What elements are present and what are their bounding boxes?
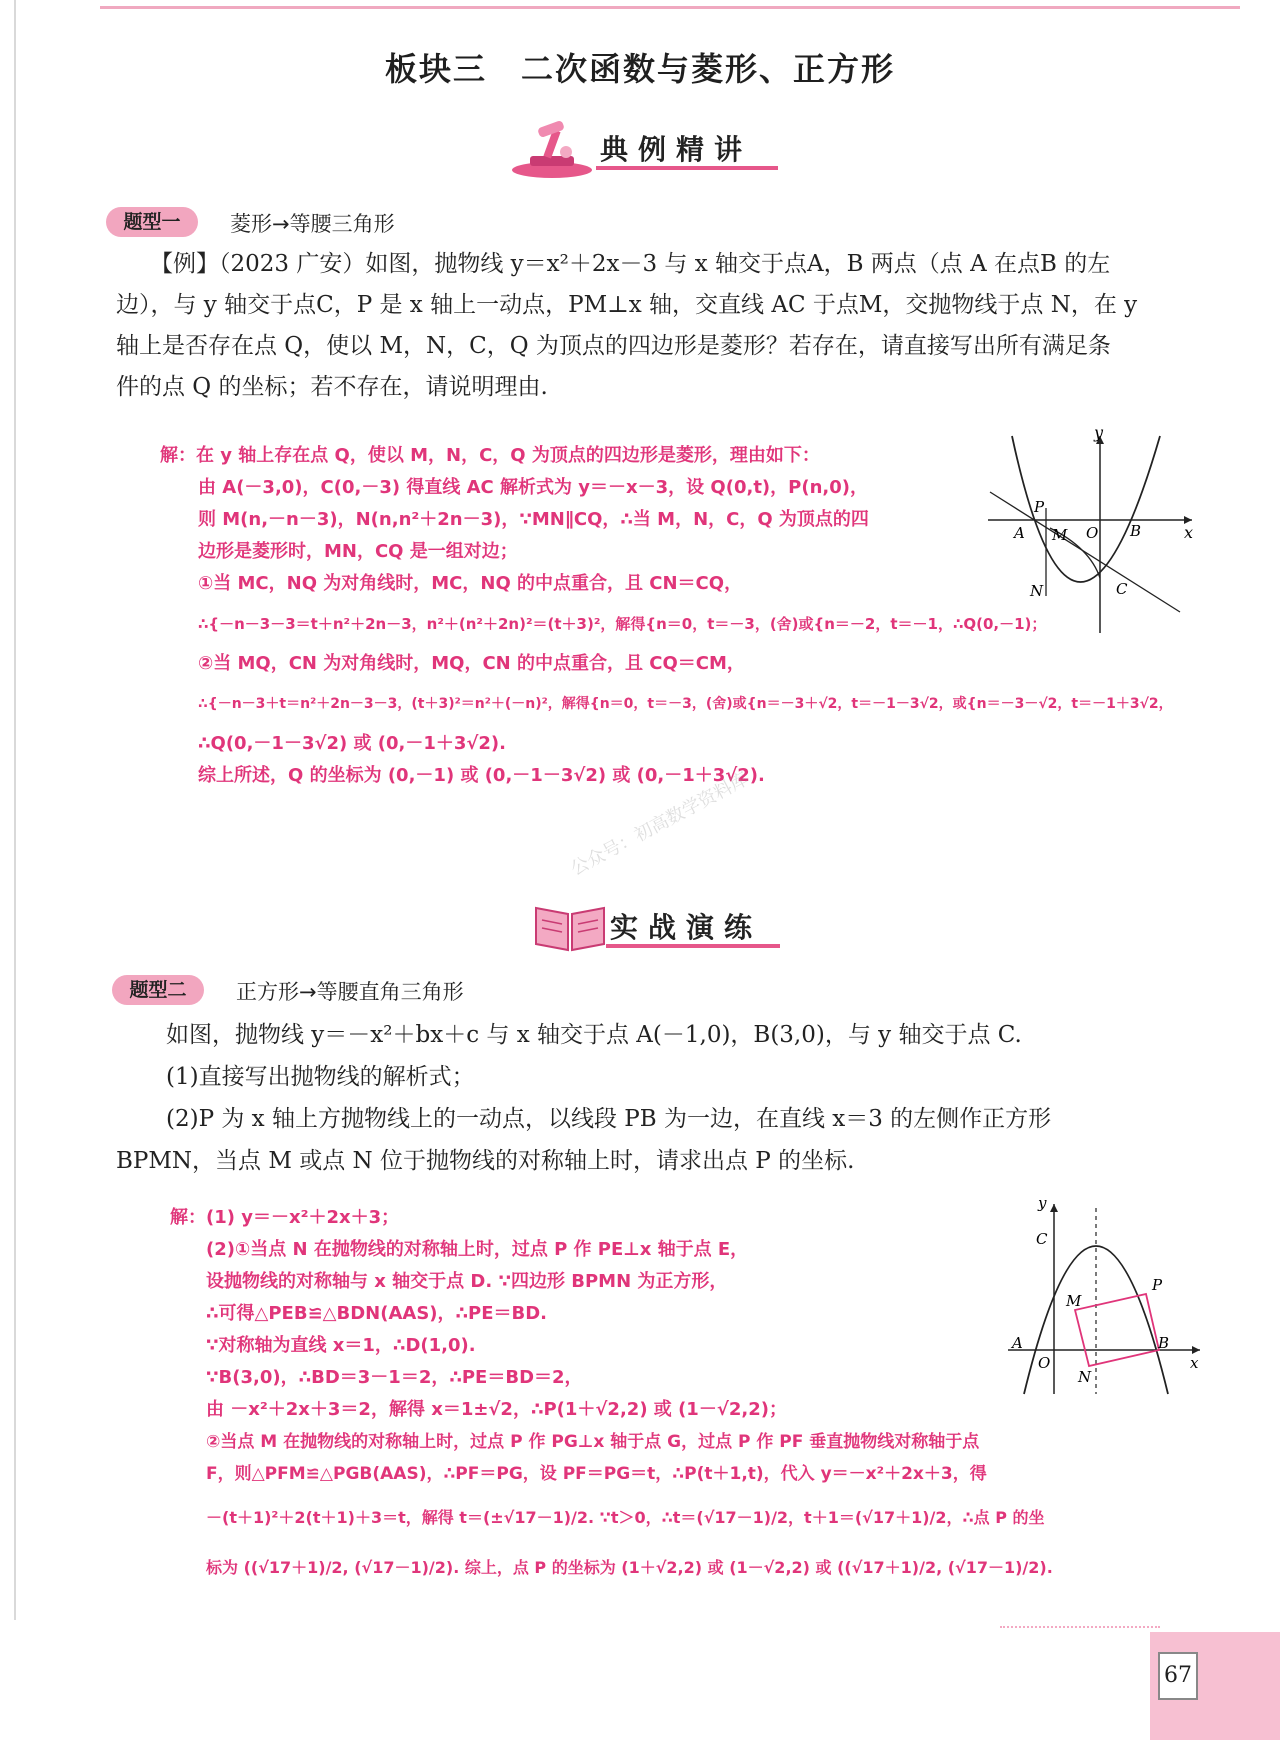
section-heading-1 [508, 118, 778, 178]
fig2-label-O: O [1038, 1354, 1051, 1372]
problem-2 [116, 1014, 1196, 1182]
section-heading-2 [530, 896, 780, 956]
solution2-line-4: ∴可得△PEB≌△BDN(AAS)，∴PE＝BD. [206, 1303, 548, 1324]
problem2-line-3: (2)P 为 x 轴上方抛物线上的一动点，以线段 PB 为一边，在直线 x＝3 的左侧作正方形 [166, 1106, 1052, 1132]
solution-1 [160, 440, 1173, 792]
footer-dotted-line [1000, 1626, 1160, 1628]
solution2-line-7: 由 －x²＋2x＋3＝2，解得 x＝1±√2，∴P(1＋√2,2) 或 (1－√2,2)； [206, 1399, 787, 1420]
solution2-line-6: ∵B(3,0)，∴BD＝3－1＝2，∴PE＝BD＝2， [206, 1367, 583, 1388]
solution2-line-5: ∵对称轴为直线 x＝1，∴D(1,0). [206, 1335, 476, 1356]
solution1-line-9: ∴Q(0,－1－3√2) 或 (0,－1＋3√2). [198, 733, 506, 754]
figure-parabola-rhombus [980, 428, 1200, 638]
page-title: 板块三 二次函数与菱形、正方形 [384, 50, 895, 88]
fig1-label-P: P [1034, 498, 1045, 516]
section-heading-2-underline [606, 944, 780, 948]
fig1-label-x: x [1184, 523, 1194, 542]
section-heading-1-underline [596, 166, 778, 170]
problem2-line-2: (1)直接写出抛物线的解析式； [166, 1064, 475, 1090]
section-heading-2-text: 实战演练 [610, 911, 763, 944]
solution1-line-6: ∴{－n－3－3＝t＋n²＋2n－3，n²＋(n²＋2n)²＝(t＋3)²，解得{n＝0，t＝－3，(舍)或{n＝－2，t＝－1，∴Q(0,－1)； [198, 615, 1047, 633]
solution2-line-9: F，则△PFM≌△PGB(AAS)，∴PF＝PG，设 PF＝PG＝t，∴P(t＋1,t)，代入 y＝－x²＋2x＋3，得 [206, 1464, 987, 1484]
problem2-line-1: 如图，抛物线 y＝－x²＋bx＋c 与 x 轴交于点 A(－1,0)，B(3,0)，与 y 轴交于点 C. [166, 1022, 1022, 1048]
solution1-line-5: ①当 MC，NQ 为对角线时，MC，NQ 的中点重合，且 CN＝CQ， [198, 573, 743, 594]
solution1-line-1: 解：在 y 轴上存在点 Q，使以 M，N，C，Q 为顶点的四边形是菱形，理由如下： [160, 445, 820, 466]
page-binding-edge [14, 0, 16, 1620]
fig2-label-P: P [1152, 1276, 1163, 1294]
solution2-line-2: (2)①当点 N 在抛物线的对称轴上时，过点 P 作 PE⊥x 轴于点 E， [206, 1239, 749, 1260]
fig1-label-O: O [1086, 524, 1099, 542]
fig1-label-C: C [1116, 580, 1128, 598]
fig2-label-B: B [1158, 1334, 1170, 1352]
fig1-line-AC [990, 492, 1180, 612]
fig2-x-arrow [1192, 1346, 1200, 1354]
problem2-line-4: BPMN，当点 M 或点 N 位于抛物线的对称轴上时，请求出点 P 的坐标. [116, 1148, 855, 1174]
type-badge-1: 题型一 [106, 207, 198, 237]
fig2-label-x: x [1190, 1354, 1199, 1372]
solution1-line-8: ∴{－n－3＋t＝n²＋2n－3－3，(t＋3)²＝n²＋(－n)²，解得{n＝0，t＝－3，(舍)或{n＝－3＋√2，t＝－1－3√2，或{n＝－3－√2，t＝－1＋3√2， [198, 696, 1173, 712]
fig2-label-A: A [1012, 1334, 1023, 1352]
example-line-4: 件的点 Q 的坐标；若不存在，请说明理由. [116, 374, 548, 400]
fig2-label-y: y [1038, 1198, 1047, 1212]
solution1-line-4: 边形是菱形时，MN，CQ 是一组对边； [198, 541, 518, 562]
fig1-label-B: B [1130, 522, 1142, 540]
example-line-2: 边），与 y 轴交于点C，P 是 x 轴上一动点，PM⊥x 轴，交直线 AC 于点M，交抛物线于点 N，在 y [116, 292, 1138, 318]
solution1-line-10: 综上所述，Q 的坐标为 (0,－1) 或 (0,－1－3√2) 或 (0,－1＋3√2). [198, 765, 765, 786]
solution2-line-10: －(t＋1)²＋2(t＋1)＋3＝t，解得 t＝(±√17－1)/2. ∵t＞0，∴t＝(√17－1)/2，t＋1＝(√17＋1)/2，∴点 P 的坐 [206, 1508, 1045, 1527]
figure-parabola-square [1004, 1198, 1204, 1398]
fig1-label-y: y [1094, 428, 1104, 442]
microscope-icon [508, 118, 596, 180]
example-line-1: 【例】（2023 广安）如图，抛物线 y＝x²＋2x－3 与 x 轴交于点A，B 两点（点 A 在点B 的左 [150, 251, 1111, 277]
solution2-line-3: 设抛物线的对称轴与 x 轴交于点 D. ∵四边形 BPMN 为正方形， [206, 1271, 728, 1292]
solution2-line-8: ②当点 M 在抛物线的对称轴上时，过点 P 作 PG⊥x 轴于点 G，过点 P 作 PF 垂直抛物线对称轴于点 [206, 1432, 980, 1452]
fig2-label-N: N [1078, 1368, 1092, 1386]
fig2-square-BPMN [1075, 1294, 1159, 1366]
book-icon [530, 898, 610, 954]
fig1-label-A: A [1014, 524, 1025, 542]
fig2-label-M: M [1066, 1292, 1082, 1310]
type-badge-2: 题型二 [112, 975, 204, 1005]
watermark: 公众号：初高数学资料库 [567, 768, 753, 881]
type-text-1: 菱形→等腰三角形 [230, 212, 395, 236]
solution1-line-7: ②当 MQ，CN 为对角线时，MQ，CN 的中点重合，且 CQ＝CM， [198, 653, 745, 674]
fig1-label-N: N [1030, 582, 1044, 600]
page-number: 67 [1158, 1652, 1198, 1700]
solution2-line-11: 标为 ((√17＋1)/2, (√17－1)/2). 综上，点 P 的坐标为 (1＋√2,2) 或 (1－√2,2) 或 ((√17＋1)/2, (√17－1)/2). [206, 1558, 1053, 1577]
example-problem [116, 244, 1196, 408]
page-top-border [100, 0, 1240, 9]
fig2-y-arrow [1050, 1204, 1058, 1212]
solution1-line-3: 则 M(n,－n－3)，N(n,n²＋2n－3)，∵MN∥CQ，∴当 M，N，C，Q 为顶点的四 [198, 509, 869, 530]
solution2-line-1: 解：(1) y＝－x²＋2x＋3； [170, 1207, 400, 1228]
fig2-label-C: C [1036, 1230, 1048, 1248]
type-text-2: 正方形→等腰直角三角形 [236, 980, 464, 1004]
section-heading-1-text: 典例精讲 [600, 133, 753, 166]
example-line-3: 轴上是否存在点 Q，使以 M，N，C，Q 为顶点的四边形是菱形？若存在，请直接写出所有满足条 [116, 333, 1111, 359]
solution1-line-2: 由 A(－3,0)，C(0,－3) 得直线 AC 解析式为 y＝－x－3，设 Q(0,t)，P(n,0)， [198, 477, 868, 498]
fig1-label-M: M [1052, 526, 1068, 544]
